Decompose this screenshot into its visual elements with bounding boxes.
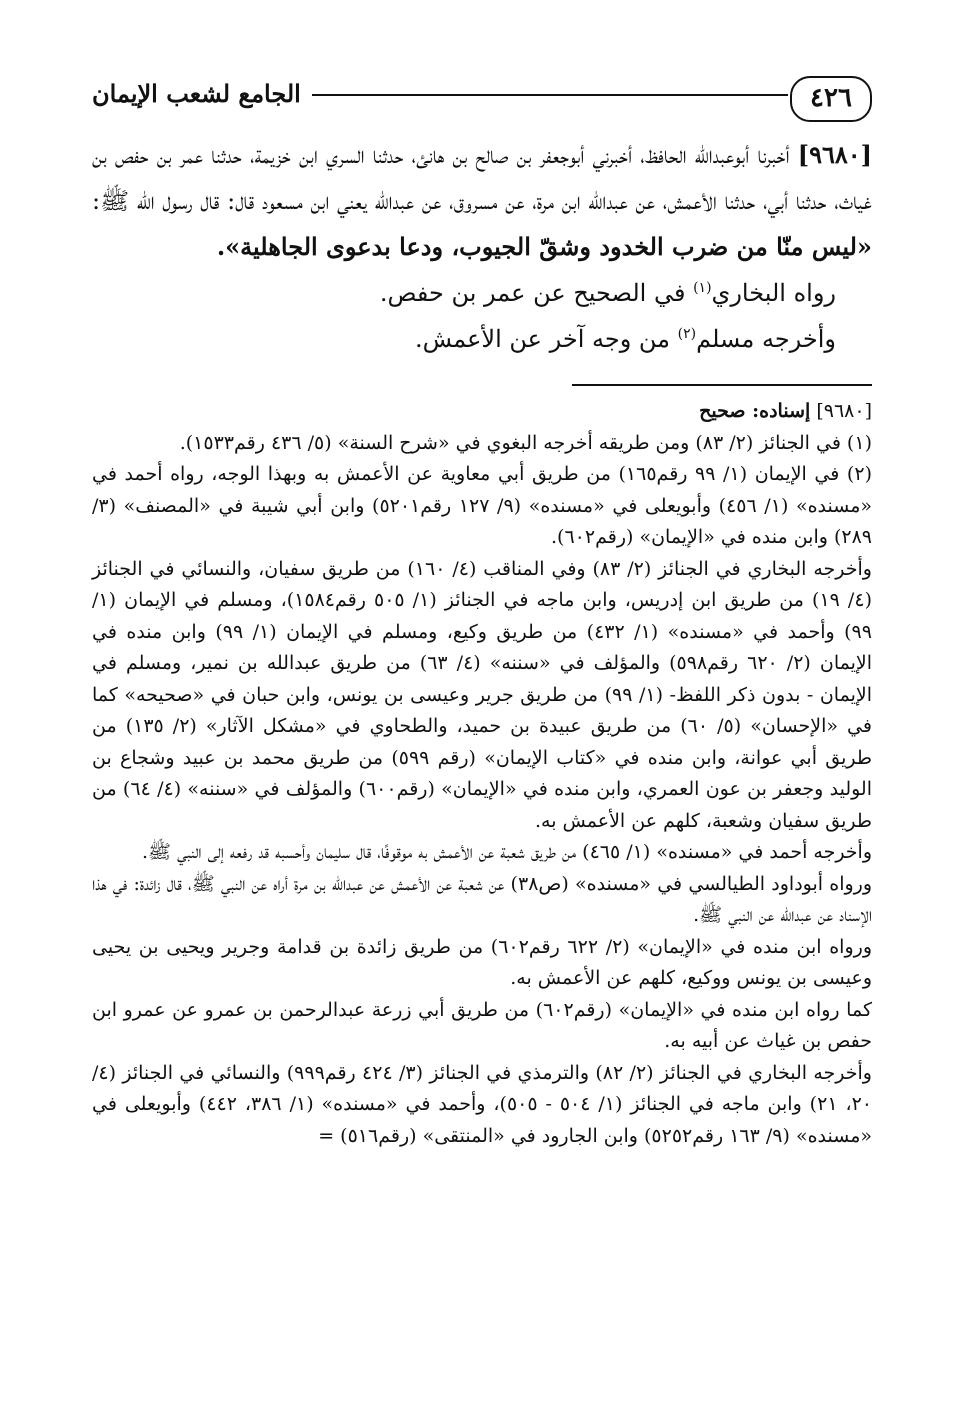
footnote-item: كما رواه ابن منده في «الإيمان» (رقم٦٠٢) من طريق أبي زرعة عبدالرحمن بن عمرو عن عمرو ابن حفص بن غياث عن أبيه به. [92, 998, 872, 1052]
hadith-number: [٩٦٨٠] [797, 140, 872, 169]
running-header [92, 64, 872, 126]
footnote-heading [92, 396, 872, 428]
footnote-item: (١) في الجنائز (٢/ ٨٣) ومن طريقه أخرجه البغوي في «شرح السنة» (٥/ ٤٣٦ رقم١٥٣٣). [179, 431, 872, 454]
footnote-item: وأخرجه البخاري في الجنائز (٢/ ٨٣) وفي المناقب (٤/ ١٦٠) من طريق سفيان، والنسائي في الجنائز (٤/ ١٩) من طريق ابن إدريس، وابن ماجه في الجنائز (١/ ٥٠٥ رقم١٥٨٤)، ومسلم في الإيمان (١/ ٩٩) وأحمد في «مسنده» (١/ ٤٣٢) من طريق وكيع، ومسلم في الإيمان (١/ ٩٩) وابن منده في الإيمان (٢/ ٦٢٠ رقم٥٩٨) والمؤلف في «سننه» (٤/ ٦٣) من طريق عبدالله بن نمير، ومسلم في الإيمان - بدون ذكر اللفظ- (١/ ٩٩) من طريق جرير وعيسى بن يونس، وابن حبان في «صحيحه» كما في «الإحسان» (٥/ ٦٠) من طريق عبيدة بن حميد، والطحاوي في «مشكل الآثار» (٢/ ١٣٥) من طريق أبي عوانة، وابن منده في «كتاب الإيمان» (رقم ٥٩٩) من طريق محمد بن عبيد وشجاع بن الوليد وجعفر بن عون العمري، وابن منده في «الإيمان» (رقم٦٠٠) والمؤلف في «سننه» (٤/ ٦٤) من طريق سفيان وشعبة، كلهم عن الأعمش به. [92, 557, 873, 832]
footnote-hadith-number: [٩٦٨٠] [816, 400, 872, 422]
book-title: الجامع لشعب الإيمان [92, 79, 301, 108]
footnote-item: وأخرجه البخاري في الجنائز (٢/ ٨٢) والترمذي في الجنائز (٣/ ٤٢٤ رقم٩٩٩) والنسائي في الجنائز (٤/ ٢٠، ٢١) وابن ماجه في الجنائز (١/ ٥٠٤ - ٥٠٥)، وأحمد في «مسنده» (١/ ٣٨٦، ٤٤٢) وأبويعلى في «مسنده» (٩/ ١٦٣ رقم٥٢٥٢) وابن الجارود في «المنتقى» (رقم٥١٦) = [92, 1061, 873, 1147]
footnote-item: ورواه ابن منده في «الإيمان» (٢/ ٦٢٢ رقم٦٠٢) من طريق زائدة بن قدامة وجرير ويحيى بن يحيى وعيسى بن يونس ووكيع، كلهم عن الأعمش به. [92, 935, 872, 989]
header-rule [312, 94, 788, 96]
hadith-isnad: أخبرنا أبوعبدالله الحافظ، أخبرني أبوجعفر بن صالح بن هانئ، حدثنا السري ابن خزيمة، حدثنا عمر بن حفص بن غياث، حدثنا أبي، حدثنا الأعمش، عن عبدالله ابن مرة، عن مسروق، عن عبدالله يعني ابن مسعود قال: قال رسول الله ﷺ: [92, 141, 872, 215]
report-muslim-rest: من وجه آخر عن الأعمش. [414, 325, 678, 353]
footnote-item: ورواه أبوداود الطيالسي في «مسنده» (ص٣٨) عن شعبة عن الأعمش عن عبدالله بن مرة أراه عن النبي ﷺ، قال زائدة: في هذا الإسناد عن عبدالله عن النبي ﷺ. [92, 872, 873, 926]
footnote-ref-2[interactable]: (٢) [677, 326, 697, 342]
footnote-grading: إسناده: صحيح [699, 400, 811, 422]
book-page [92, 64, 872, 1152]
footnote-item: (٢) في الإيمان (١/ ٩٩ رقم١٦٥) من طريق أبي معاوية عن الأعمش به وبهذا الوجه، رواه أحمد في «مسنده» (١/ ٤٥٦) وأبويعلى في «مسنده» (٩/ ١٢٧ رقم٥٢٠١) وابن أبي شيبة في «المصنف» (٣/ ٢٨٩) وابن منده في «الإيمان» (رقم٦٠٢). [92, 463, 873, 548]
report-bukhari-text: رواه البخاري [711, 279, 836, 307]
page-number: ٤٢٦ [790, 76, 872, 122]
footnote-divider [572, 384, 872, 386]
hadith-text [92, 132, 872, 270]
hadith-matn: «ليس منّا من ضرب الخدود وشقّ الجيوب، ودعا بدعوى الجاهلية». [216, 232, 872, 261]
footnote-ref-1[interactable]: (١) [693, 280, 712, 296]
report-muslim [92, 316, 872, 362]
report-bukhari-rest: في الصحيح عن عمر بن حفص. [379, 279, 694, 307]
footnote-item: وأخرجه أحمد في «مسنده» (١/ ٤٦٥) من طريق شعبة عن الأعمش به موقوفًا، قال سليمان وأحسبه قد رفعه إلى النبي ﷺ. [142, 841, 872, 863]
footnotes [92, 396, 872, 1152]
report-bukhari [92, 270, 872, 316]
report-muslim-text: وأخرجه مسلم [696, 325, 836, 353]
